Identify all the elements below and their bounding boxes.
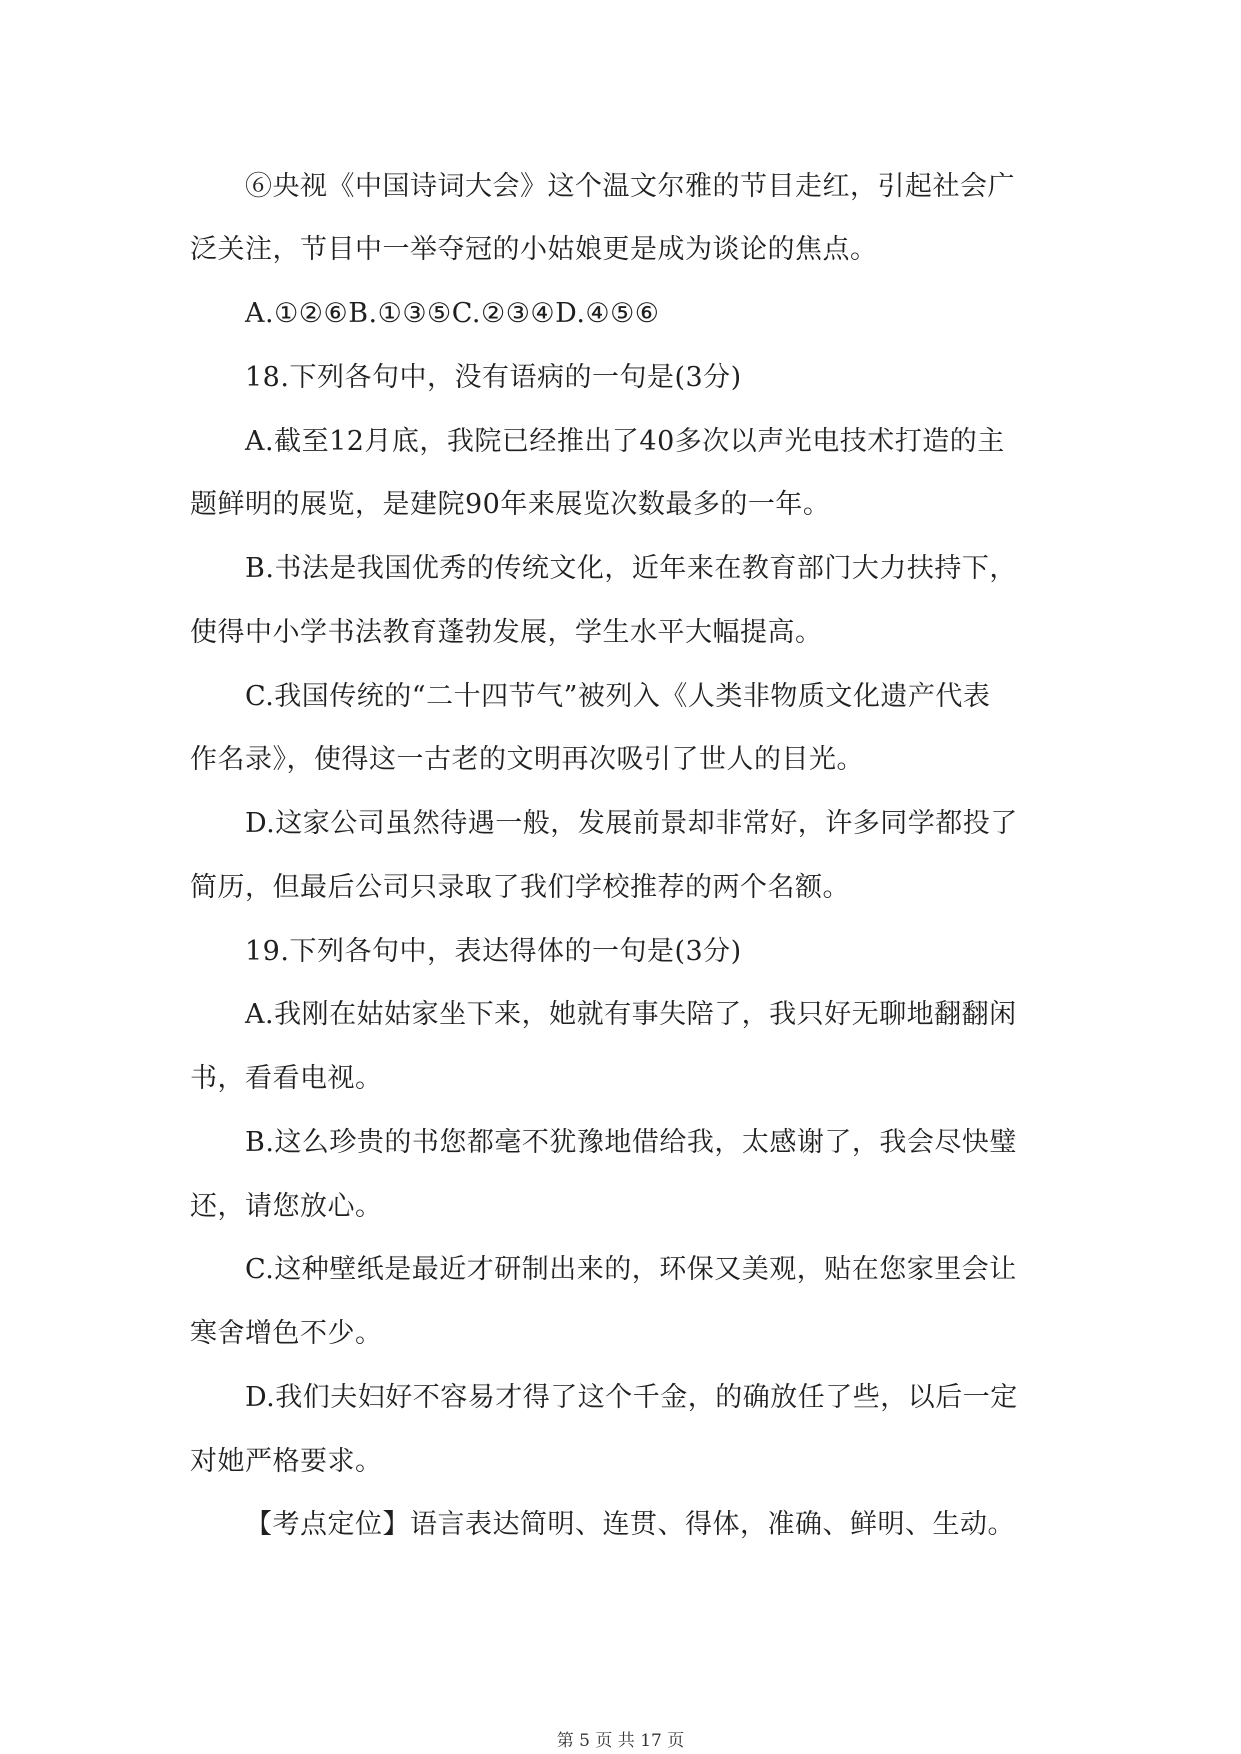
page-footer (0, 1730, 1241, 1752)
key-point-line: 【考点定位】语言表达简明、连贯、得体，准确、鲜明、生动。 (245, 1509, 1015, 1540)
answer-options-line: A.①②⑥B.①③⑤C.②③④D.④⑤⑥ (245, 298, 660, 329)
text-line: 寒舍增色不少。 (190, 1318, 383, 1349)
text-line: 还，请您放心。 (190, 1191, 383, 1222)
text-line: A.我刚在姑姑家坐下来，她就有事失陪了，我只好无聊地翻翻闲 (245, 999, 1017, 1030)
text-line: C.我国传统的“二十四节气”被列入《人类非物质文化遗产代表 (245, 681, 991, 712)
text-line: 泛关注，节目中一举夺冠的小姑娘更是成为谈论的焦点。 (190, 234, 878, 265)
text-line: 作名录》，使得这一古老的文明再次吸引了世人的目光。 (190, 744, 864, 775)
text-line: B.书法是我国优秀的传统文化，近年来在教育部门大力扶持下， (245, 553, 1017, 584)
text-line: 书，看看电视。 (190, 1063, 383, 1094)
question-19-line: 19.下列各句中，表达得体的一句是(3分) (245, 936, 742, 967)
text-line: 题鲜明的展览，是建院90年来展览次数最多的一年。 (190, 489, 831, 520)
text-line: 简历，但最后公司只录取了我们学校推荐的两个名额。 (190, 872, 850, 903)
text-line: A.截至12月底，我院已经推出了40多次以声光电技术打造的主 (245, 426, 1005, 457)
text-line: 使得中小学书法教育蓬勃发展，学生水平大幅提高。 (190, 617, 823, 648)
text-line: ⑥央视《中国诗词大会》这个温文尔雅的节目走红，引起社会广 (245, 171, 1015, 202)
text-line: B.这么珍贵的书您都毫不犹豫地借给我，太感谢了，我会尽快璧 (245, 1127, 1017, 1158)
text-line: D.这家公司虽然待遇一般，发展前景却非常好，许多同学都投了 (245, 808, 1018, 839)
text-line: D.我们夫妇好不容易才得了这个千金，的确放任了些，以后一定 (245, 1382, 1018, 1413)
text-line: C.这种壁纸是最近才研制出来的，环保又美观，贴在您家里会让 (245, 1254, 1017, 1285)
question-18-line: 18.下列各句中，没有语病的一句是(3分) (245, 362, 742, 393)
page-number: 第 5 页 共 17 页 (556, 1731, 685, 1751)
text-line: 对她严格要求。 (190, 1446, 383, 1477)
